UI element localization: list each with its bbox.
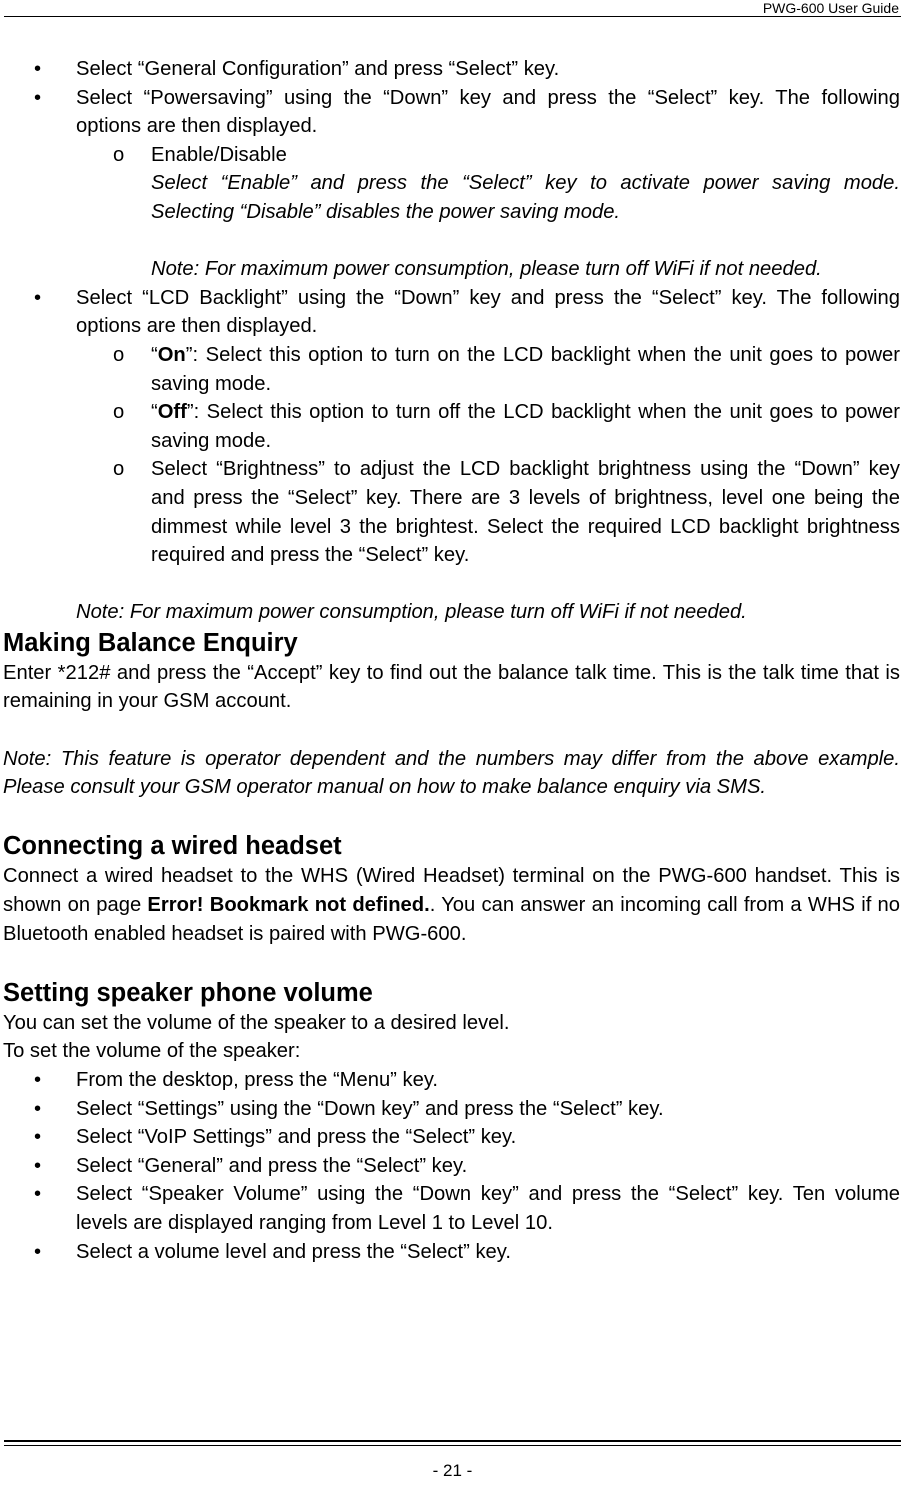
volume-line1: You can set the volume of the speaker to a desired level. xyxy=(3,1011,510,1034)
headset-body-start: Connect a wired headset to the WHS (Wired Headset) terminal on the PWG-600 handset. This is shown on page xyxy=(3,865,900,917)
quote-open: “ xyxy=(151,401,158,424)
bullet-icon: • xyxy=(34,86,42,109)
page-header-title: PWG-600 User Guide xyxy=(762,0,899,16)
option-text-brightness: Select “Brightness” to adjust the LCD backlight brightness using the “Down” key and press the “Select” key. There are 3 levels of brightness, level one being the dimmest while level 3 the brightest. Select the required LCD backlight brightness required and press the “Select” key. xyxy=(151,458,900,567)
footer-rule xyxy=(4,1445,901,1446)
option-note: Note: For maximum power consumption, please turn off WiFi if not needed. xyxy=(151,258,822,281)
section-heading-headset: Connecting a wired headset xyxy=(3,832,342,861)
bullet-icon: • xyxy=(34,1154,42,1177)
list-item xyxy=(3,1238,900,1267)
headset-body-end: . You can answer an incoming call from a WHS if no Bluetooth enabled headset is paired with PWG-600. xyxy=(3,894,900,945)
volume-line2: To set the volume of the speaker: xyxy=(3,1040,301,1063)
spacer xyxy=(3,948,900,977)
list-item-text: Select a volume level and press the “Select” key. xyxy=(76,1240,511,1263)
sub-list-item xyxy=(3,341,900,398)
bullet-icon: • xyxy=(34,58,42,80)
list-item xyxy=(3,1152,900,1181)
option-description: Select “Enable” and press the “Select” key to activate power saving mode. Selecting “Disable” disables the power saving mode. xyxy=(151,172,900,223)
list-item-text: From the desktop, press the “Menu” key. xyxy=(76,1069,439,1091)
list-item xyxy=(3,84,900,141)
list-item-text: Select “LCD Backlight” using the “Down” key and press the “Select” key. The following options are then displayed. xyxy=(76,286,900,338)
bullet-icon: • xyxy=(34,1240,42,1263)
balance-body: Enter *212# and press the “Accept” key to find out the balance talk time. This is the talk time that is remaining in your GSM account. xyxy=(3,661,900,713)
sub-bullet-icon: o xyxy=(113,343,125,366)
sub-list-item xyxy=(3,398,900,455)
list-item xyxy=(3,55,900,84)
list-item xyxy=(3,284,900,341)
headset-body xyxy=(3,862,900,948)
sub-bullet-icon: o xyxy=(113,401,125,424)
sub-list-item xyxy=(3,455,900,569)
list-item xyxy=(3,1066,900,1095)
quote-open: “ xyxy=(151,343,158,366)
list-item-text: Select “Speaker Volume” using the “Down key” and press the “Select” key. Ten volume levels are displayed ranging from Level 1 to Level 10. xyxy=(76,1183,900,1234)
list-item xyxy=(3,1123,900,1152)
bullet-icon: • xyxy=(34,286,42,309)
list-item-text: Select “Powersaving” using the “Down” key and press the “Select” key. The following options are then displayed. xyxy=(76,86,900,138)
header-rule xyxy=(4,16,901,17)
list-item-text: Select “General” and press the “Select” key. xyxy=(76,1154,468,1177)
option-label: Enable/Disable xyxy=(151,143,287,166)
option-key-on: On xyxy=(157,343,186,366)
bookmark-error: Error! Bookmark not defined. xyxy=(147,894,430,917)
option-key-off: Off xyxy=(157,401,187,424)
page-number: - 21 - xyxy=(432,1461,473,1480)
list-item-text: Select “VoIP Settings” and press the “Select” key. xyxy=(76,1126,517,1149)
bullet-icon: • xyxy=(34,1097,42,1120)
list-item xyxy=(3,1095,900,1124)
spacer xyxy=(3,227,900,256)
bullet-icon: • xyxy=(34,1183,42,1206)
sub-bullet-icon: o xyxy=(113,458,125,481)
footer-rule xyxy=(4,1440,901,1442)
section-heading-volume: Setting speaker phone volume xyxy=(3,978,373,1007)
balance-note: Note: This feature is operator dependent and the numbers may differ from the above example. Please consult your GSM operator manual on how to make balance enquiry via SMS. xyxy=(3,747,900,799)
power-note: Note: For maximum power consumption, please turn off WiFi if not needed. xyxy=(76,601,747,624)
list-item-text: Select “Settings” using the “Down key” and press the “Select” key. xyxy=(76,1097,664,1120)
spacer xyxy=(3,716,900,745)
sub-list-item xyxy=(3,141,900,170)
list-item xyxy=(3,1180,900,1237)
spacer xyxy=(3,802,900,831)
option-text-on: ”: Select this option to turn on the LCD backlight when the unit goes to power saving mode. xyxy=(151,343,900,395)
spacer xyxy=(3,570,900,599)
bullet-icon: • xyxy=(34,1069,42,1091)
sub-bullet-icon: o xyxy=(113,143,125,166)
section-heading-balance: Making Balance Enquiry xyxy=(3,628,298,657)
option-text-off: ”: Select this option to turn off the LCD backlight when the unit goes to power saving mode. xyxy=(151,401,900,452)
page-content xyxy=(3,55,900,1266)
bullet-icon: • xyxy=(34,1126,42,1149)
list-item-text: Select “General Configuration” and press “Select” key. xyxy=(76,58,560,80)
